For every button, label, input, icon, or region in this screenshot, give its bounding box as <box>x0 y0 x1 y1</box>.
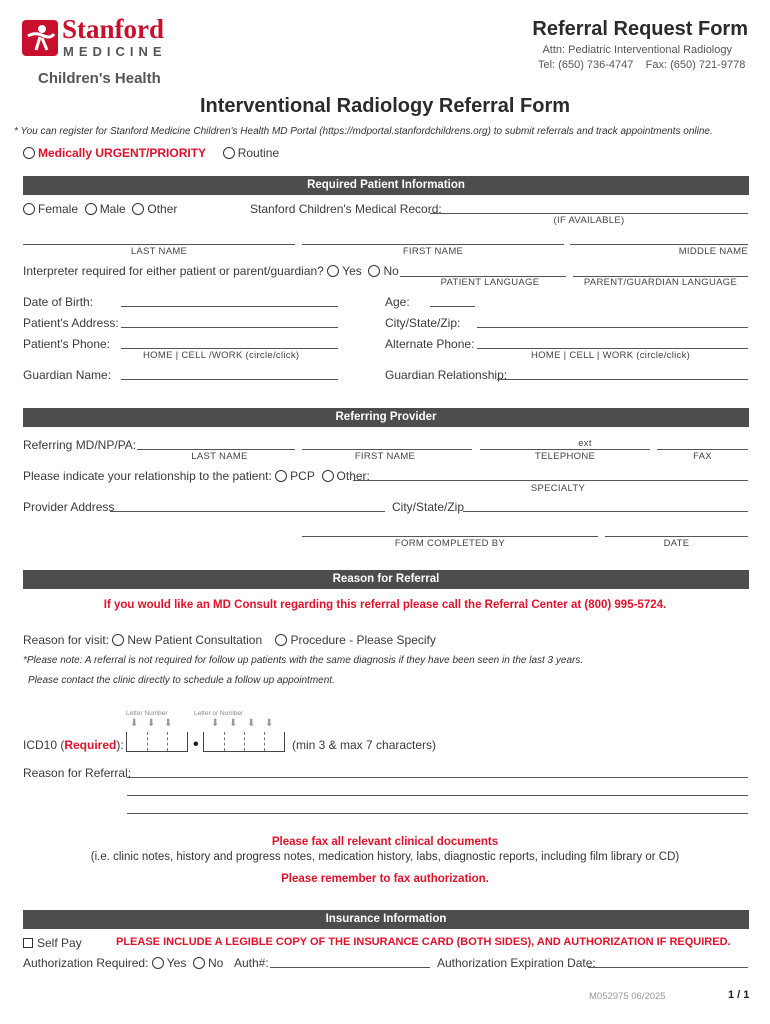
guardian-field[interactable] <box>121 379 338 380</box>
letter-or-number-caption: Letter or Number <box>194 710 244 717</box>
down-arrow-icon: ⬇ <box>265 718 274 729</box>
pcp-radio[interactable] <box>275 470 287 482</box>
child-figure-icon <box>22 20 58 56</box>
icd-dot: • <box>193 736 199 753</box>
form-title: Referral Request Form <box>532 18 748 40</box>
interpreter-no-label: No <box>383 264 399 278</box>
provider-section-header: Referring Provider <box>23 408 749 427</box>
down-arrow-icon: ⬇ <box>130 718 139 729</box>
provider-first-name-field[interactable] <box>302 449 472 450</box>
phone-line <box>538 59 745 71</box>
alt-phone-type-caption[interactable]: HOME | CELL | WORK (circle/click) <box>531 350 691 361</box>
fax-number: Fax: (650) 721-9778 <box>645 59 746 71</box>
auth-expiration-label: Authorization Expiration Date: <box>437 956 596 970</box>
phone-type-caption[interactable]: HOME | CELL /WORK (circle/click) <box>143 350 300 361</box>
provider-city-field[interactable] <box>463 511 748 512</box>
insurance-card-note: PLEASE INCLUDE A LEGIBLE COPY OF THE INSURANCE CARD (BOTH SIDES), AND AUTHORIZATION IF REQUIRED. <box>116 936 731 948</box>
provider-city-label: City/State/Zip <box>392 500 465 514</box>
visit-row <box>23 633 436 647</box>
urgent-label: Medically URGENT/PRIORITY <box>38 146 207 160</box>
new-patient-radio[interactable] <box>112 634 124 646</box>
patient-middle-name-field[interactable] <box>570 244 748 245</box>
city-label: City/State/Zip: <box>385 316 461 330</box>
address-label: Patient's Address: <box>23 316 119 330</box>
pcp-label: PCP <box>290 469 315 483</box>
alt-phone-label: Alternate Phone: <box>385 337 475 351</box>
icd-label-close: ): <box>116 738 124 752</box>
provider-last-name-field[interactable] <box>137 449 295 450</box>
dob-field[interactable] <box>121 306 338 307</box>
visit-label: Reason for visit: <box>23 633 110 647</box>
ext-caption: ext <box>578 438 592 449</box>
age-field[interactable] <box>430 306 475 307</box>
page-number: 1 / 1 <box>728 989 750 1001</box>
auth-number-field[interactable] <box>270 967 430 968</box>
down-arrow-icon: ⬇ <box>247 718 256 729</box>
contact-clinic-note: Please contact the clinic directly to schedule a follow up appointment. <box>28 675 335 686</box>
date-caption: DATE <box>663 538 690 549</box>
icd-subcategory-input[interactable] <box>203 732 285 752</box>
last-name-caption: LAST NAME <box>130 246 188 257</box>
down-arrow-icon: ⬇ <box>211 718 220 729</box>
completed-by-field[interactable] <box>302 536 598 537</box>
fax-caption: FAX <box>693 451 712 462</box>
mrn-label: Stanford Children's Medical Record: <box>250 202 442 216</box>
procedure-radio[interactable] <box>275 634 287 646</box>
patient-section-header: Required Patient Information <box>23 176 749 195</box>
logo-medicine-text: MEDICINE <box>63 44 167 59</box>
city-field[interactable] <box>477 327 748 328</box>
procedure-label: Procedure - Please Specify <box>290 633 436 647</box>
icd-required: Required <box>64 738 117 752</box>
tel-number: Tel: (650) 736-4747 <box>538 59 634 71</box>
main-title: Interventional Radiology Referral Form <box>199 95 571 117</box>
referral-reason-line-3[interactable] <box>127 813 748 814</box>
interpreter-no-radio[interactable] <box>368 265 380 277</box>
phone-label: Patient's Phone: <box>23 337 111 351</box>
letter-number-caption: Letter Number <box>126 710 168 717</box>
down-arrow-icon: ⬇ <box>164 718 173 729</box>
self-pay-label: Self Pay <box>37 936 82 950</box>
portal-note: * You can register for Stanford Medicine Children's Health MD Portal (https://mdportal.stanfordchildrens.org) to submit referrals and track appointments online. <box>14 126 713 137</box>
auth-no-radio[interactable] <box>193 957 205 969</box>
phone-field[interactable] <box>121 348 338 349</box>
provider-relationship-row <box>23 469 370 483</box>
icd-category-input[interactable] <box>126 732 188 752</box>
address-field[interactable] <box>121 327 338 328</box>
fax-docs-note: Please fax all relevant clinical documents <box>271 836 499 848</box>
icd-label-text: ICD10 ( <box>23 738 65 752</box>
completed-date-field[interactable] <box>605 536 748 537</box>
down-arrow-icon: ⬇ <box>229 718 238 729</box>
auth-no-label: No <box>208 956 224 970</box>
self-pay-checkbox[interactable] <box>23 938 33 948</box>
fax-auth-note: Please remember to fax authorization. <box>281 873 489 885</box>
referral-reason-line-2[interactable] <box>127 795 748 796</box>
referral-reason-line-1[interactable] <box>127 777 748 778</box>
icd-hint: (min 3 & max 7 characters) <box>292 738 437 752</box>
auth-required-row <box>23 956 223 970</box>
dob-label: Date of Birth: <box>23 295 94 309</box>
auth-yes-radio[interactable] <box>152 957 164 969</box>
down-arrow-icon: ⬇ <box>147 718 156 729</box>
interpreter-row <box>23 264 399 278</box>
age-label: Age: <box>385 295 410 309</box>
self-pay-row <box>23 936 82 950</box>
guardian-label: Guardian Name: <box>23 368 112 382</box>
if-available-caption: (IF AVAILABLE) <box>553 215 625 226</box>
routine-radio[interactable] <box>223 147 235 159</box>
mrn-field[interactable] <box>430 213 748 214</box>
specialty-caption: SPECIALTY <box>530 483 586 494</box>
logo-stanford-text: Stanford <box>62 14 165 44</box>
referring-md-label: Referring MD/NP/PA: <box>23 438 137 452</box>
provider-relationship-label: Please indicate your relationship to the patient: <box>23 469 272 483</box>
provider-telephone-field[interactable] <box>480 449 650 450</box>
provider-address-field[interactable] <box>110 511 385 512</box>
reason-section-header: Reason for Referral <box>23 570 749 589</box>
other-relationship-radio[interactable] <box>322 470 334 482</box>
provider-fax-field[interactable] <box>657 449 748 450</box>
md-consult-note: If you would like an MD Consult regarding this referral please call the Referral Center at (800) 995-5724. <box>103 599 667 611</box>
gender-row <box>23 202 177 216</box>
completed-by-caption: FORM COMPLETED BY <box>394 538 506 549</box>
patient-language-caption: PATIENT LANGUAGE <box>440 277 540 288</box>
attn-line: Attn: Pediatric Interventional Radiology <box>542 44 732 56</box>
female-label: Female <box>38 202 79 216</box>
guardian-relationship-field[interactable] <box>497 379 748 380</box>
patient-last-name-field[interactable] <box>23 244 295 245</box>
icd-label <box>23 738 124 752</box>
male-label: Male <box>99 202 126 216</box>
alt-phone-field[interactable] <box>477 348 748 349</box>
interpreter-label: Interpreter required for either patient or parent/guardian? <box>23 264 324 278</box>
auth-yes-label: Yes <box>166 956 187 970</box>
followup-note: *Please note: A referral is not required for follow up patients with the same diagnosis if they have been seen in the last 3 years. <box>23 655 584 666</box>
urgent-radio[interactable] <box>23 147 35 159</box>
specialty-field[interactable] <box>353 480 748 481</box>
routine-label: Routine <box>237 146 280 160</box>
auth-required-label: Authorization Required: <box>23 956 149 970</box>
other-gender-radio[interactable] <box>132 203 144 215</box>
male-radio[interactable] <box>85 203 97 215</box>
priority-row <box>23 146 279 160</box>
telephone-caption: TELEPHONE <box>534 451 596 462</box>
middle-name-caption: MIDDLE NAME <box>678 246 748 257</box>
provider-last-name-caption: LAST NAME <box>191 451 248 462</box>
provider-address-label: Provider Address <box>23 500 115 514</box>
patient-first-name-field[interactable] <box>302 244 564 245</box>
fax-examples-note: (i.e. clinic notes, history and progress notes, medication history, labs, diagnostic reports, including film library or CD) <box>90 851 680 863</box>
form-code: M052975 06/2025 <box>589 991 666 1002</box>
interpreter-yes-label: Yes <box>342 264 362 278</box>
auth-expiration-field[interactable] <box>588 967 748 968</box>
guardian-relationship-label: Guardian Relationship: <box>385 368 508 382</box>
female-radio[interactable] <box>23 203 35 215</box>
other-gender-label: Other <box>147 202 178 216</box>
interpreter-yes-radio[interactable] <box>327 265 339 277</box>
parent-language-caption: PARENT/GUARDIAN LANGUAGE <box>583 277 738 288</box>
logo-childrens-health: Children's Health <box>38 70 161 87</box>
referral-reason-label: Reason for Referral: <box>23 766 132 780</box>
insurance-section-header: Insurance Information <box>23 910 749 929</box>
auth-number-label: Auth#: <box>234 956 269 970</box>
new-patient-label: New Patient Consultation <box>127 633 263 647</box>
first-name-caption: FIRST NAME <box>402 246 464 257</box>
other-relationship-label: Other: <box>336 469 370 483</box>
provider-first-name-caption: FIRST NAME <box>354 451 416 462</box>
